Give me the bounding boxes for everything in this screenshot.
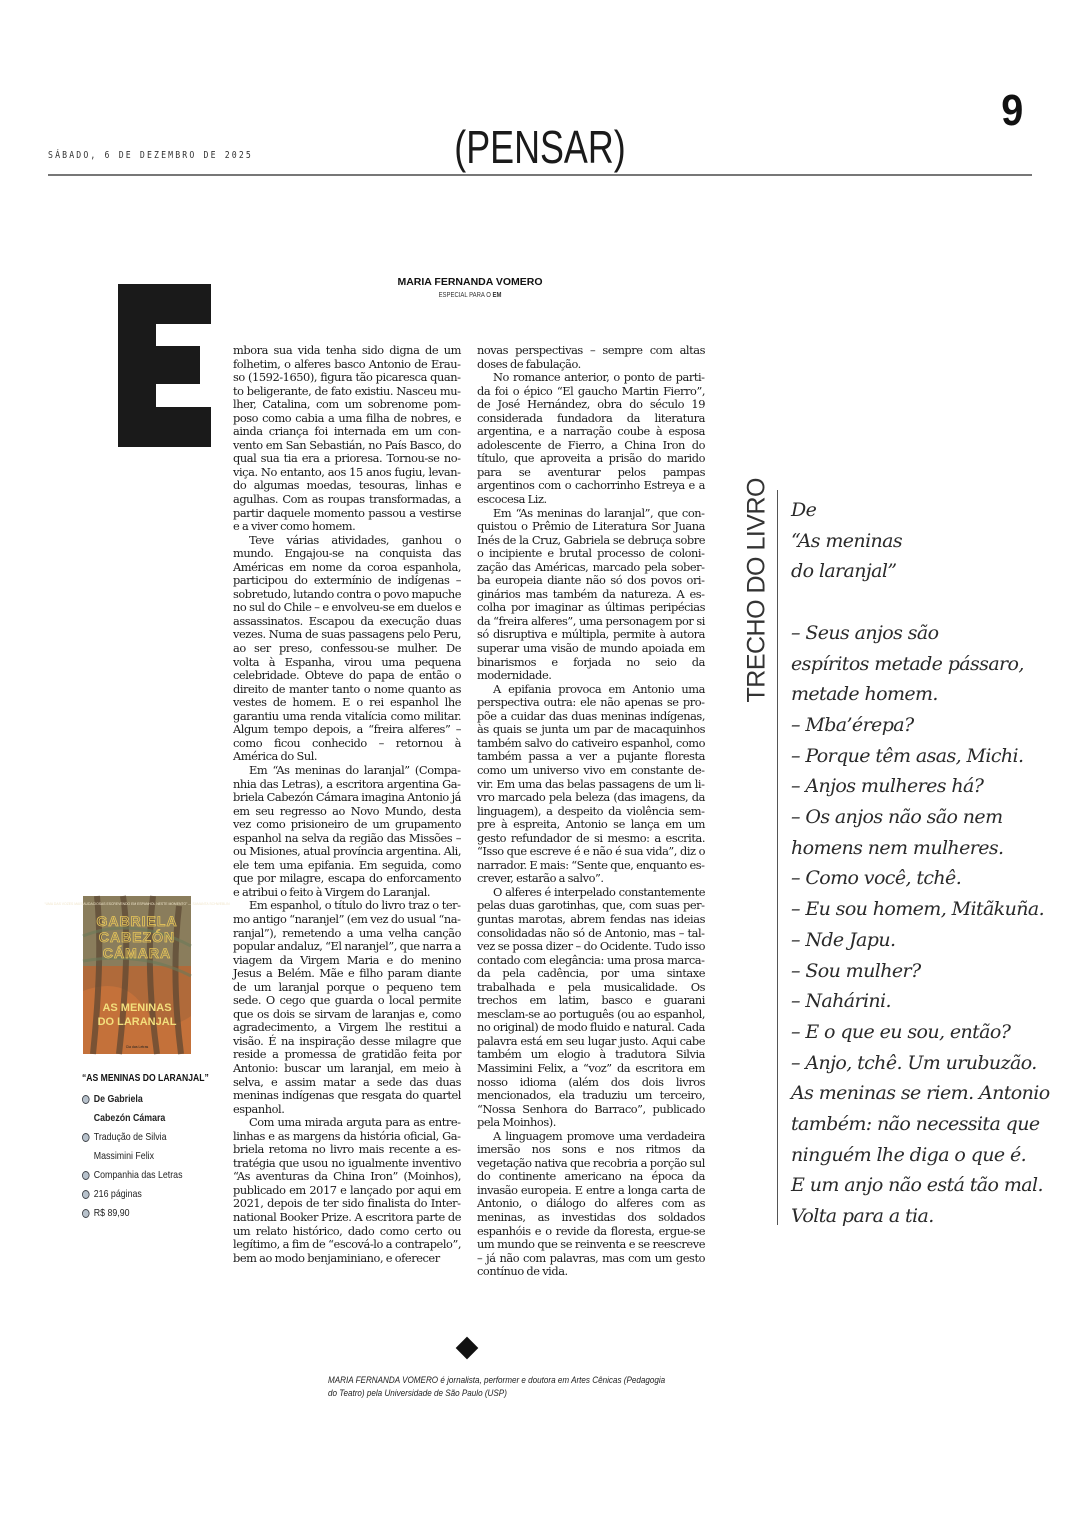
credit-prefix: ESPECIAL PARA O bbox=[438, 292, 493, 299]
excerpt-line: – Eu sou homem, Mitãkuña. bbox=[791, 898, 1045, 921]
excerpt-line: metade homem. bbox=[791, 683, 938, 706]
paragraph: Em “As meninas do laranjal” (Companhia das Letras), a escritora argentina Gabriela Cabezón Cámara imagina Antonio já em seu regresso ao Novo Mundo, desta vez como prisioneiro de um grupamento espanhol na selva da região das Missões – ou Misiones, atual província argentina. Ali, ele tem uma epifania. Em seguida, como que por milagre, escapa do enforcamento e atribui o feito à Virgem do Laranjal. bbox=[233, 762, 461, 899]
author-credit bbox=[385, 292, 555, 299]
bullet-icon bbox=[82, 1133, 90, 1142]
cover-blurb: “UMA DAS VOZES MAIS AUDACIOSAS ESCREVENDO EM ESPANHOL NESTE MOMENTO” — SAMANTA SCHWEBLIN bbox=[44, 902, 230, 906]
excerpt-line: – Seus anjos são bbox=[791, 621, 939, 644]
excerpt-line: – Nde Japu. bbox=[791, 928, 896, 951]
drop-cap-letter bbox=[118, 284, 211, 447]
excerpt-line: – Mba’érepa? bbox=[791, 713, 914, 736]
bullet-icon bbox=[82, 1095, 90, 1104]
paragraph: No romance anterior, o ponto de partida foi o épico “El gaucho Martin Fierro”, de José Hernández, obra do século 19 considerada fundadora da literatura argentina, e a narração coube à esposa adolescente de Fierro, a China Iron do título, que aproveita a prisão do marido para se aventurar pelos pampas argentinos com o cachorrinho Estreya e a escocesa Liz. bbox=[477, 370, 705, 507]
excerpt-line: – E o que eu sou, então? bbox=[791, 1020, 1011, 1043]
paragraph: Em “As meninas do laranjal”, que conquistou o Prêmio de Literatura Sor Juana Inés de la Cruz, Gabriela se debruça sobre o incipiente e brutal processo de colonização das Américas, marcado pela soberba europeia diante não só dos povos originários mas também da natureza. A escolha por imaginar as últimas peripécias da “freira alferes”, uma personagem por si só disruptiva e múltipla, permite à autora superar uma visão de mundo apoiada em binarismos e forjada no seio da modernidade. bbox=[477, 505, 705, 683]
excerpt-line: Volta para a tia. bbox=[791, 1205, 934, 1228]
paragraph: Teve várias atividades, ganhou o mundo. Engajou-se na conquista das Américas em nome da coroa espanhola, participou do extermínio de indígenas – sobretudo, lutando contra o povo mapuche no sul do Chile – e envolveu-se em duelos e assassinatos. Escapou da execução duas vezes. Numa de suas passagens pelo Peru, ao ser preso, confessou-se mulher. De volta à Espanha, virou uma pequena celebridade. Obteve do papa de então o direito de manter tanto o nome quanto as vestes de homem. E o rei espanhol lhe garantiu uma renda vitalícia como militar. Algum tempo depois, a “freira alferes” – como ficou conhecido – retornou à América do Sul. bbox=[233, 532, 461, 764]
book-detail-translator: Tradução de Silvia Massimini Felix bbox=[82, 1128, 208, 1166]
bullet-icon bbox=[82, 1171, 90, 1180]
bullet-icon bbox=[82, 1209, 90, 1218]
book-detail-price: R$ 89,90 bbox=[82, 1204, 208, 1223]
author-byline: MARIA FERNANDA VOMERO bbox=[397, 276, 543, 288]
excerpt-line: do laranjal” bbox=[791, 560, 897, 583]
book-detail-publisher: Companhia das Letras bbox=[82, 1166, 208, 1185]
excerpt-line: As meninas se riem. Antonio bbox=[791, 1082, 1050, 1105]
credit-outlet: EM bbox=[492, 292, 502, 299]
excerpt-line: – Anjos mulheres há? bbox=[791, 775, 984, 798]
cover-title-1: AS MENINAS bbox=[102, 1002, 172, 1014]
cover-author-3: CÁMARA bbox=[102, 945, 172, 961]
excerpt-divider bbox=[777, 490, 778, 1225]
excerpt-line: – Porque têm asas, Michi. bbox=[791, 744, 1024, 767]
book-info-title: “AS MENINAS DO LARANJAL” bbox=[82, 1072, 209, 1084]
cover-title-2: DO LARANJAL bbox=[97, 1016, 177, 1028]
edition-date: SÁBADO, 6 DE DEZEMBRO DE 2025 bbox=[48, 150, 253, 161]
paragraph: novas perspectivas – sempre com altas doses de fabulação. bbox=[477, 343, 705, 371]
excerpt-line: – Nahárini. bbox=[791, 990, 891, 1013]
paragraph: mbora sua vida tenha sido digna de um folhetim, o alferes basco Antonio de Erauso (1592-1650), figura tão picaresca quanto beligerante, de fato existiu. Nasceu mulher, Catalina, com um sobrenome pomposo como cabia a uma filha de nobres, e ainda criança foi internada em um convento em San Sebastián, no País Basco, do qual sua tia era a prioresa. Tornou-se noviça. No entanto, aos 15 anos fugiu, levando algumas moedas, tesouras, linhas e agulhas. Com as roupas transformadas, a partir daquele momento passou a vestirse e a viver como homem. bbox=[233, 343, 461, 534]
section-title: (PENSAR) bbox=[454, 121, 626, 173]
excerpt-line: E um anjo não está tão mal. bbox=[791, 1174, 1043, 1197]
book-cover-image bbox=[44, 896, 230, 1054]
excerpt-line: ninguém lhe diga o que é. bbox=[791, 1143, 1027, 1166]
paragraph: O alferes é interpelado constantemente pelas duas garotinhas, que, com suas perguntas marotas, abrem fendas nas ideias consolidadas não só de Antonio, mas – talvez se possa dizer – do Ocidente. Tudo isso contado com elegância: uma prosa marcada pela cadência, por uma sintaxe trabalhada e pela musicalidade. Os trechos em latim, basco e guarani mesclam-se ao português (ou ao espanhol, no original) de modo fluido e natural. Cada palavra está em seu lugar justo. Aqui cabe também um elogio à tradutora Silvia Massimini Felix, a “voz” da escritora em nosso idioma (além dos dois livros mencionados, ela traduziu um terceiro, “Nossa Senhora do Barraco”, publicado pela Moinhos). bbox=[477, 884, 705, 1130]
book-detail-author: De Gabriela Cabezón Cámara bbox=[82, 1090, 208, 1128]
paragraph: Em espanhol, o título do livro traz o termo antigo “naranjel” (em vez do usual “naranjal”), remetendo a uma velha canção popular andaluz, “El naranjel”, que narra a viagem da Virgem Maria e do menino Jesus a Belém. Mãe e filho param diante de um laranjal porque o pequeno tem sede. O cego que guarda o local permite que os dois se sirvam de laranjas e, como agradecimento, a Virgem lhe restitui a visão. É na inspiração desse milagre que reside a promessa de gratidão feita por Antonio: buscar um laranjal, em meio à selva, e assim matar a sede das duas meninas indígenas que resgata do quartel espanhol. bbox=[233, 898, 461, 1116]
excerpt-line: – Sou mulher? bbox=[791, 959, 921, 982]
cover-publisher: Cia das Letras bbox=[125, 1045, 149, 1049]
book-details-list bbox=[82, 1090, 232, 1223]
excerpt-line: “As meninas bbox=[791, 529, 903, 552]
cover-author-1: GABRIELA bbox=[96, 913, 178, 929]
excerpt-line: espíritos metade pássaro, bbox=[791, 652, 1024, 675]
bullet-icon bbox=[82, 1190, 90, 1199]
author-bio: MARIA FERNANDA VOMERO é jornalista, performer e doutora em Artes Cênicas (Pedagogia do Teatro) pela Universidade de São Paulo (USP) bbox=[328, 1375, 666, 1398]
article-column-2 bbox=[477, 344, 705, 1279]
page-number: 9 bbox=[1001, 86, 1024, 135]
excerpt-line: De bbox=[791, 499, 817, 521]
article-column-1 bbox=[233, 344, 461, 1265]
excerpt-line: – Anjo, tchê. Um urubuzão. bbox=[791, 1051, 1037, 1074]
book-detail-pages: 216 páginas bbox=[82, 1185, 208, 1204]
excerpt-line: homens nem mulheres. bbox=[791, 836, 1004, 859]
excerpt-line: também: não necessita que bbox=[791, 1113, 1040, 1136]
excerpt-line: – Os anjos não são nem bbox=[791, 806, 1003, 829]
end-mark-icon bbox=[456, 1337, 479, 1360]
paragraph: A epifania provoca em Antonio uma perspectiva outra: ele não apenas se propõe a cuidar das duas meninas indígenas, às quais se junta um par de macaquinhos também salvo do cativeiro espanhol, como também passa a ver a pujante floresta como um universo vivo em constante devir. Em uma das belas passagens de um livro marcado pela beleza (das imagens, da linguagem), a despeito da violência sempre à espreita, Antonio se lança em um gesto refundador de si mesmo: a escrita. “Isso que escreve é e não é sua vida”, diz o narrador. E mais: “Sente que, enquanto escrever, estarão a salvo”. bbox=[477, 681, 706, 886]
paragraph: A linguagem promove uma verdadeira imersão nos sons e nos ritmos da vegetação nativa que recobria a porção sul do continente americano na época da invasão europeia. E entre a longa carta de Antonio, o diálogo do alferes com as meninas, as investidas dos soldados espanhóis e o revide da floresta, ergue-se um mundo que se reinventa e se reescreve – já não com palavras, mas com um gesto contínuo de vida. bbox=[477, 1128, 705, 1279]
excerpt-line: – Como você, tchê. bbox=[791, 867, 962, 890]
header-divider bbox=[48, 174, 1032, 176]
paragraph: Com uma mirada arguta para as entrelinhas e as margens da história oficial, Gabriela retoma no livro mais recente a estratégia que usou no igualmente inventivo “As aventuras da China Iron” (Moinhos), publicado em 2017 e lançado por aqui em 2021, depois de ter sido finalista do International Booker Prize. A escritora parte de um relato histórico, dado como certo ou legítimo, a fim de “escová-lo a contrapelo”, bem ao modo benjaminiano, e oferecer bbox=[233, 1115, 461, 1265]
cover-author-2: CABEZÓN bbox=[98, 929, 176, 945]
book-excerpt bbox=[791, 495, 1050, 1232]
excerpt-spacer bbox=[791, 587, 1041, 618]
